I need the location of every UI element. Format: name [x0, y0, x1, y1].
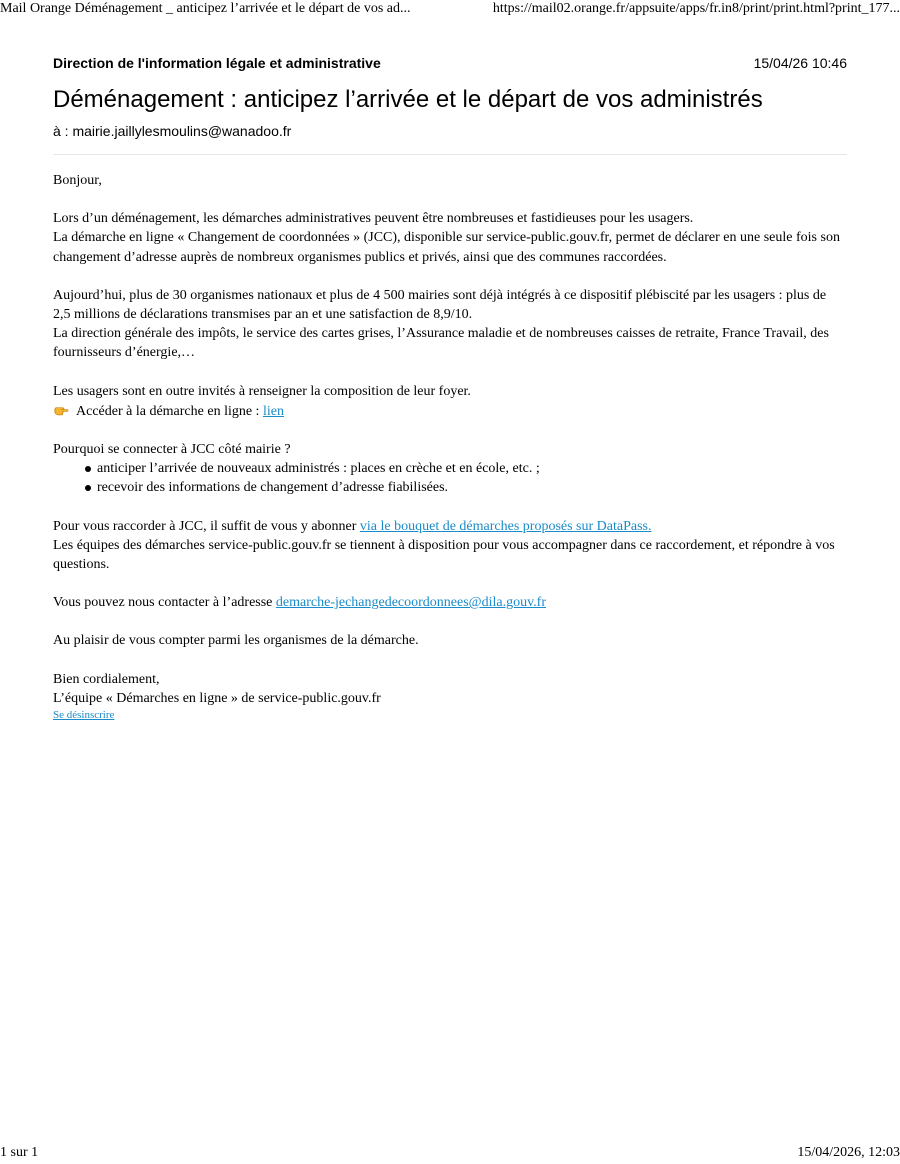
print-page-url: https://mail02.orange.fr/appsuite/apps/fr.in8/print/print.html?print_177... [492, 1, 900, 16]
datapass-link[interactable]: via le bouquet de démarches proposés sur DataPass. [359, 518, 652, 534]
household-line: Les usagers sont en outre invités à renseigner la composition de leur foyer. [53, 383, 471, 399]
list-item: recevoir des informations de changement d’adresse fiabilisées. [53, 478, 847, 497]
contact-text: Vous pouvez nous contacter à l’adresse [53, 595, 276, 611]
unsubscribe [53, 708, 847, 722]
subscribe-line-1 [53, 517, 847, 536]
subscribe-text: Pour vous raccorder à JCC, il suffit de vous y abonner [53, 518, 360, 534]
contact-email-link[interactable]: demarche-jechangedecoordonnees@dila.gouv.fr [275, 595, 546, 611]
stats-line-1: Aujourd’hui, plus de 30 organismes nationaux et plus de 4 500 mairies sont déjà intégrés à ce dispositif plébiscité par les usagers : plus de 2,5 millions de déclarations transmises par an et une satisfaction de 8,9/10. [53, 287, 827, 323]
header-divider [53, 154, 847, 155]
signature: L’équipe « Démarches en ligne » de service-public.gouv.fr [53, 690, 381, 706]
access-link[interactable]: lien [262, 403, 284, 419]
mail-subject: Déménagement : anticipez l’arrivée et le départ de vos administrés [53, 86, 763, 113]
mail-container [53, 55, 847, 722]
intro-line-1: Lors d’un déménagement, les démarches administratives peuvent être nombreuses et fastidieuses pour les usagers. [53, 211, 694, 227]
unsubscribe-link[interactable]: Se désinscrire [53, 709, 115, 722]
why-list [53, 459, 847, 497]
subscribe-line-2: Les équipes des démarches service-public.gouv.fr se tiennent à disposition pour vous accompagner dans ce raccordement, et répondre à vos questions. [53, 537, 835, 573]
mail-date: 15/04/26 10:46 [753, 55, 847, 71]
paragraph-subscribe [53, 517, 847, 575]
list-item: anticiper l’arrivée de nouveaux administrés : places en crèche et en école, etc. ; [53, 459, 847, 478]
closing-line: Bien cordialement, [53, 671, 160, 687]
paragraph-household [53, 382, 847, 421]
mail-body [53, 171, 847, 722]
stats-line-2: La direction générale des impôts, le service des cartes grises, l’Assurance maladie et de nombreuses caisses de retraite, France Travail, des fournisseurs d’énergie,… [53, 326, 829, 361]
intro-line-2: La démarche en ligne « Changement de coordonnées » (JCC), disponible sur service-public.gouv.fr, permet de déclarer en une seule fois son changement d’adresse auprès de nombreux organismes publics et privés, ainsi que des communes raccordées. [53, 230, 840, 265]
pointing-hand-icon [53, 401, 71, 419]
access-text: Accéder à la démarche en ligne : [76, 403, 263, 419]
print-footer [0, 1144, 900, 1164]
greeting: Bonjour, [53, 173, 102, 188]
mail-meta [53, 55, 847, 73]
mail-sender: Direction de l'information légale et administrative [53, 55, 381, 71]
print-header [0, 0, 900, 20]
pleasure-line: Au plaisir de vous compter parmi les organismes de la démarche. [53, 633, 419, 649]
print-datetime: 15/04/2026, 12:03 [797, 1145, 900, 1160]
paragraph-intro [53, 209, 847, 267]
mail-recipient: à : mairie.jaillylesmoulins@wanadoo.fr [53, 123, 292, 139]
print-page-number: 1 sur 1 [0, 1145, 39, 1160]
contact-line [53, 593, 847, 612]
access-line [53, 401, 847, 421]
print-page-title: Mail Orange Déménagement _ anticipez l’arrivée et le départ de vos ad... [0, 1, 411, 16]
why-title: Pourquoi se connecter à JCC côté mairie ? [53, 442, 291, 458]
paragraph-stats [53, 286, 847, 363]
